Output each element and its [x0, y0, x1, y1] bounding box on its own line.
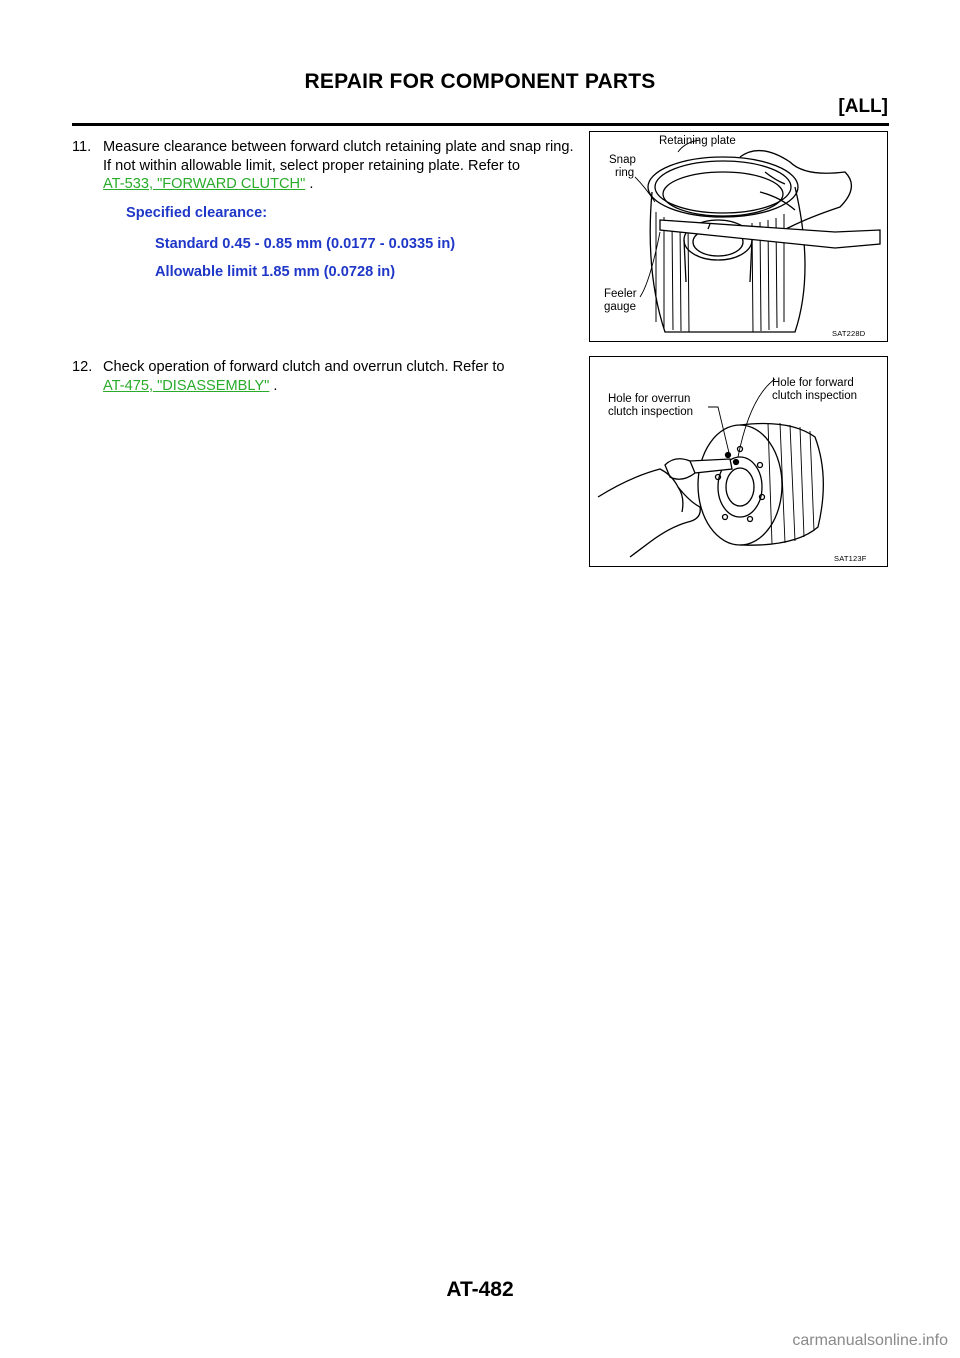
step-text: Measure clearance between forward clutch retaining plate and snap ring.	[103, 139, 574, 155]
link-suffix: .	[305, 176, 314, 192]
spec-limit: Allowable limit 1.85 mm (0.0728 in)	[155, 264, 396, 280]
reference-line	[103, 175, 580, 194]
step-text: If not within allowable limit, select proper retaining plate. Refer to	[103, 157, 520, 174]
section-tag: [ALL]	[838, 96, 888, 117]
step-number: 11.	[72, 139, 92, 155]
figure-code: SAT228D	[832, 329, 866, 338]
page-number: AT-482	[446, 1278, 514, 1301]
header-divider	[72, 123, 889, 126]
callout-line: Hole for forward	[772, 377, 854, 389]
cross-reference-link[interactable]: AT-475, "DISASSEMBLY"	[103, 377, 270, 394]
callout-line: ring	[615, 167, 635, 179]
step-body	[103, 138, 580, 194]
figure-code: SAT123F	[834, 554, 867, 563]
spec-standard: Standard 0.45 - 0.85 mm (0.0177 - 0.0335 in)	[155, 236, 456, 252]
reference-line	[103, 377, 580, 396]
callout-overrun-hole	[608, 393, 693, 419]
callout-line: clutch inspection	[772, 390, 858, 402]
step-number: 12.	[72, 359, 93, 375]
link-suffix: .	[269, 377, 278, 394]
callout-line: Hole for overrun	[608, 393, 691, 405]
cross-reference-link[interactable]: AT-533, "FORWARD CLUTCH"	[103, 176, 306, 192]
callout-retaining-plate: Retaining plate	[659, 135, 736, 147]
step-text: Check operation of forward clutch and overrun clutch. Refer to	[103, 359, 505, 375]
callout-line: Feeler	[604, 288, 637, 300]
step-11	[72, 138, 580, 194]
step-body	[103, 358, 580, 395]
page-title: REPAIR FOR COMPONENT PARTS	[304, 70, 656, 93]
figure-retaining-plate	[589, 131, 888, 342]
callout-forward-hole	[772, 377, 857, 403]
callout-snap-ring	[609, 154, 636, 180]
callout-line: Snap	[609, 154, 636, 166]
watermark-text: carmanualsonline.info	[792, 1332, 948, 1349]
step-12	[72, 358, 580, 395]
callout-feeler-gauge	[604, 288, 637, 314]
spec-heading: Specified clearance:	[126, 205, 268, 221]
callout-line: clutch inspection	[608, 406, 694, 418]
figure-clutch-inspection	[589, 356, 888, 567]
callout-line: gauge	[604, 301, 636, 313]
